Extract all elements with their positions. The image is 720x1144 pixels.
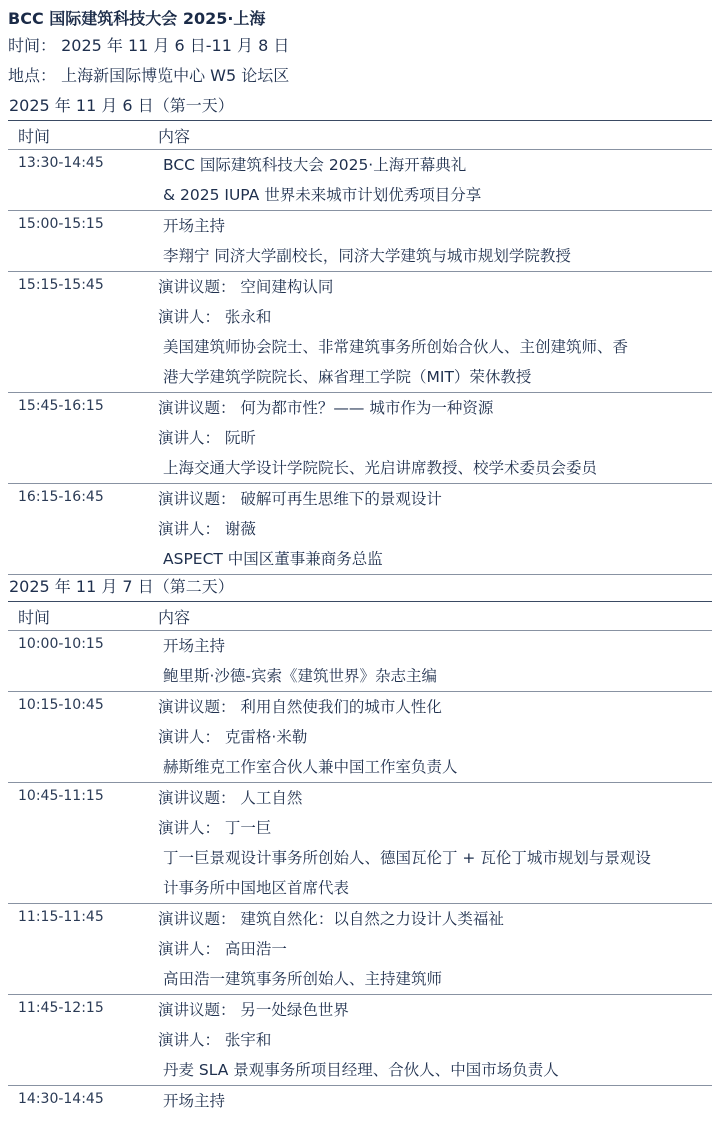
session-line: ASPECT 中国区董事兼商务总监 bbox=[163, 550, 383, 568]
session-line: 计事务所中国地区首席代表 bbox=[163, 879, 350, 897]
session-line: 演讲人： 克雷格·米勒 bbox=[158, 728, 308, 746]
session-time: 10:15-10:45 bbox=[18, 697, 104, 713]
day-heading: 2025 年 11 月 6 日（第一天） bbox=[9, 96, 234, 115]
session-content bbox=[150, 631, 712, 691]
session-row bbox=[8, 1086, 712, 1116]
session-row bbox=[8, 484, 712, 575]
session-content bbox=[150, 484, 712, 574]
session-row bbox=[8, 150, 712, 211]
event-time: 时间： 2025 年 11 月 6 日-11 月 8 日 bbox=[8, 36, 290, 55]
session-row bbox=[8, 631, 712, 692]
column-header-time: 时间 bbox=[18, 607, 51, 627]
session-line: 赫斯维克工作室合伙人兼中国工作室负责人 bbox=[163, 758, 458, 776]
session-content bbox=[150, 211, 712, 271]
session-content bbox=[150, 393, 712, 483]
session-time: 13:30-14:45 bbox=[18, 155, 104, 171]
session-line: 美国建筑师协会院士、非常建筑事务所创始合伙人、主创建筑师、香 bbox=[163, 338, 629, 356]
session-row bbox=[8, 211, 712, 272]
column-header-content: 内容 bbox=[158, 607, 191, 627]
session-content bbox=[150, 1086, 712, 1116]
column-header bbox=[8, 601, 712, 631]
session-line: 演讲人： 张永和 bbox=[158, 308, 272, 326]
session-line: 开场主持 bbox=[163, 217, 226, 235]
session-line: 演讲议题： 另一处绿色世界 bbox=[158, 1001, 349, 1019]
session-time: 16:15-16:45 bbox=[18, 489, 104, 505]
session-line: 演讲人： 丁一巨 bbox=[158, 819, 272, 837]
session-row bbox=[8, 995, 712, 1086]
day-section bbox=[8, 575, 712, 1116]
session-line: 高田浩一建筑事务所创始人、主持建筑师 bbox=[163, 970, 443, 988]
session-time: 11:15-11:45 bbox=[18, 909, 104, 925]
session-content bbox=[150, 783, 712, 903]
session-line: 丁一巨景观设计事务所创始人、德国瓦伦丁 + 瓦伦丁城市规划与景观设 bbox=[163, 849, 651, 867]
event-location: 地点： 上海新国际博览中心 W5 论坛区 bbox=[8, 66, 290, 85]
session-line: 演讲议题： 建筑自然化：以自然之力设计人类福祉 bbox=[158, 910, 504, 928]
session-line: 演讲议题： 人工自然 bbox=[158, 789, 303, 807]
session-time: 14:30-14:45 bbox=[18, 1091, 104, 1107]
session-line: 演讲议题： 利用自然使我们的城市人性化 bbox=[158, 698, 442, 716]
session-time: 11:45-12:15 bbox=[18, 1000, 104, 1016]
session-line: 演讲议题： 何为都市性？—— 城市作为一种资源 bbox=[158, 399, 494, 417]
session-line: 演讲人： 谢薇 bbox=[158, 520, 256, 538]
session-time: 10:45-11:15 bbox=[18, 788, 104, 804]
session-content bbox=[150, 995, 712, 1085]
session-row bbox=[8, 783, 712, 904]
column-header-content: 内容 bbox=[158, 126, 191, 146]
day-heading: 2025 年 11 月 7 日（第二天） bbox=[9, 577, 234, 596]
session-line: 演讲人： 阮昕 bbox=[158, 429, 256, 447]
session-content bbox=[150, 272, 712, 392]
session-line: 李翔宁 同济大学副校长，同济大学建筑与城市规划学院教授 bbox=[163, 247, 571, 265]
session-row bbox=[8, 904, 712, 995]
page-title: BCC 国际建筑科技大会 2025·上海 bbox=[8, 9, 266, 28]
column-header-time: 时间 bbox=[18, 126, 51, 146]
session-line: 演讲人： 张宇和 bbox=[158, 1031, 272, 1049]
session-time: 15:00-15:15 bbox=[18, 216, 104, 232]
session-time: 15:15-15:45 bbox=[18, 277, 104, 293]
session-time: 15:45-16:15 bbox=[18, 398, 104, 414]
column-header bbox=[8, 120, 712, 150]
session-content bbox=[150, 692, 712, 782]
session-time: 10:00-10:15 bbox=[18, 636, 104, 652]
session-row bbox=[8, 272, 712, 393]
session-line: 鲍里斯·沙德-宾索《建筑世界》杂志主编 bbox=[163, 667, 438, 685]
session-line: BCC 国际建筑科技大会 2025·上海开幕典礼 bbox=[163, 156, 467, 174]
session-line: 演讲人： 高田浩一 bbox=[158, 940, 287, 958]
session-line: 开场主持 bbox=[163, 1092, 226, 1110]
session-line: 丹麦 SLA 景观事务所项目经理、合伙人、中国市场负责人 bbox=[163, 1061, 559, 1079]
session-line: & 2025 IUPA 世界未来城市计划优秀项目分享 bbox=[163, 186, 482, 204]
session-line: 演讲议题： 破解可再生思维下的景观设计 bbox=[158, 490, 442, 508]
header bbox=[0, 0, 720, 94]
session-line: 港大学建筑学院院长、麻省理工学院（MIT）荣休教授 bbox=[163, 368, 532, 386]
session-line: 上海交通大学设计学院院长、光启讲席教授、校学术委员会委员 bbox=[163, 459, 598, 477]
session-line: 开场主持 bbox=[163, 637, 226, 655]
session-line: 演讲议题： 空间建构认同 bbox=[158, 278, 334, 296]
session-content bbox=[150, 150, 712, 210]
session-row bbox=[8, 692, 712, 783]
day-section bbox=[8, 94, 712, 575]
schedule bbox=[0, 94, 720, 1116]
session-row bbox=[8, 393, 712, 484]
session-content bbox=[150, 904, 712, 994]
